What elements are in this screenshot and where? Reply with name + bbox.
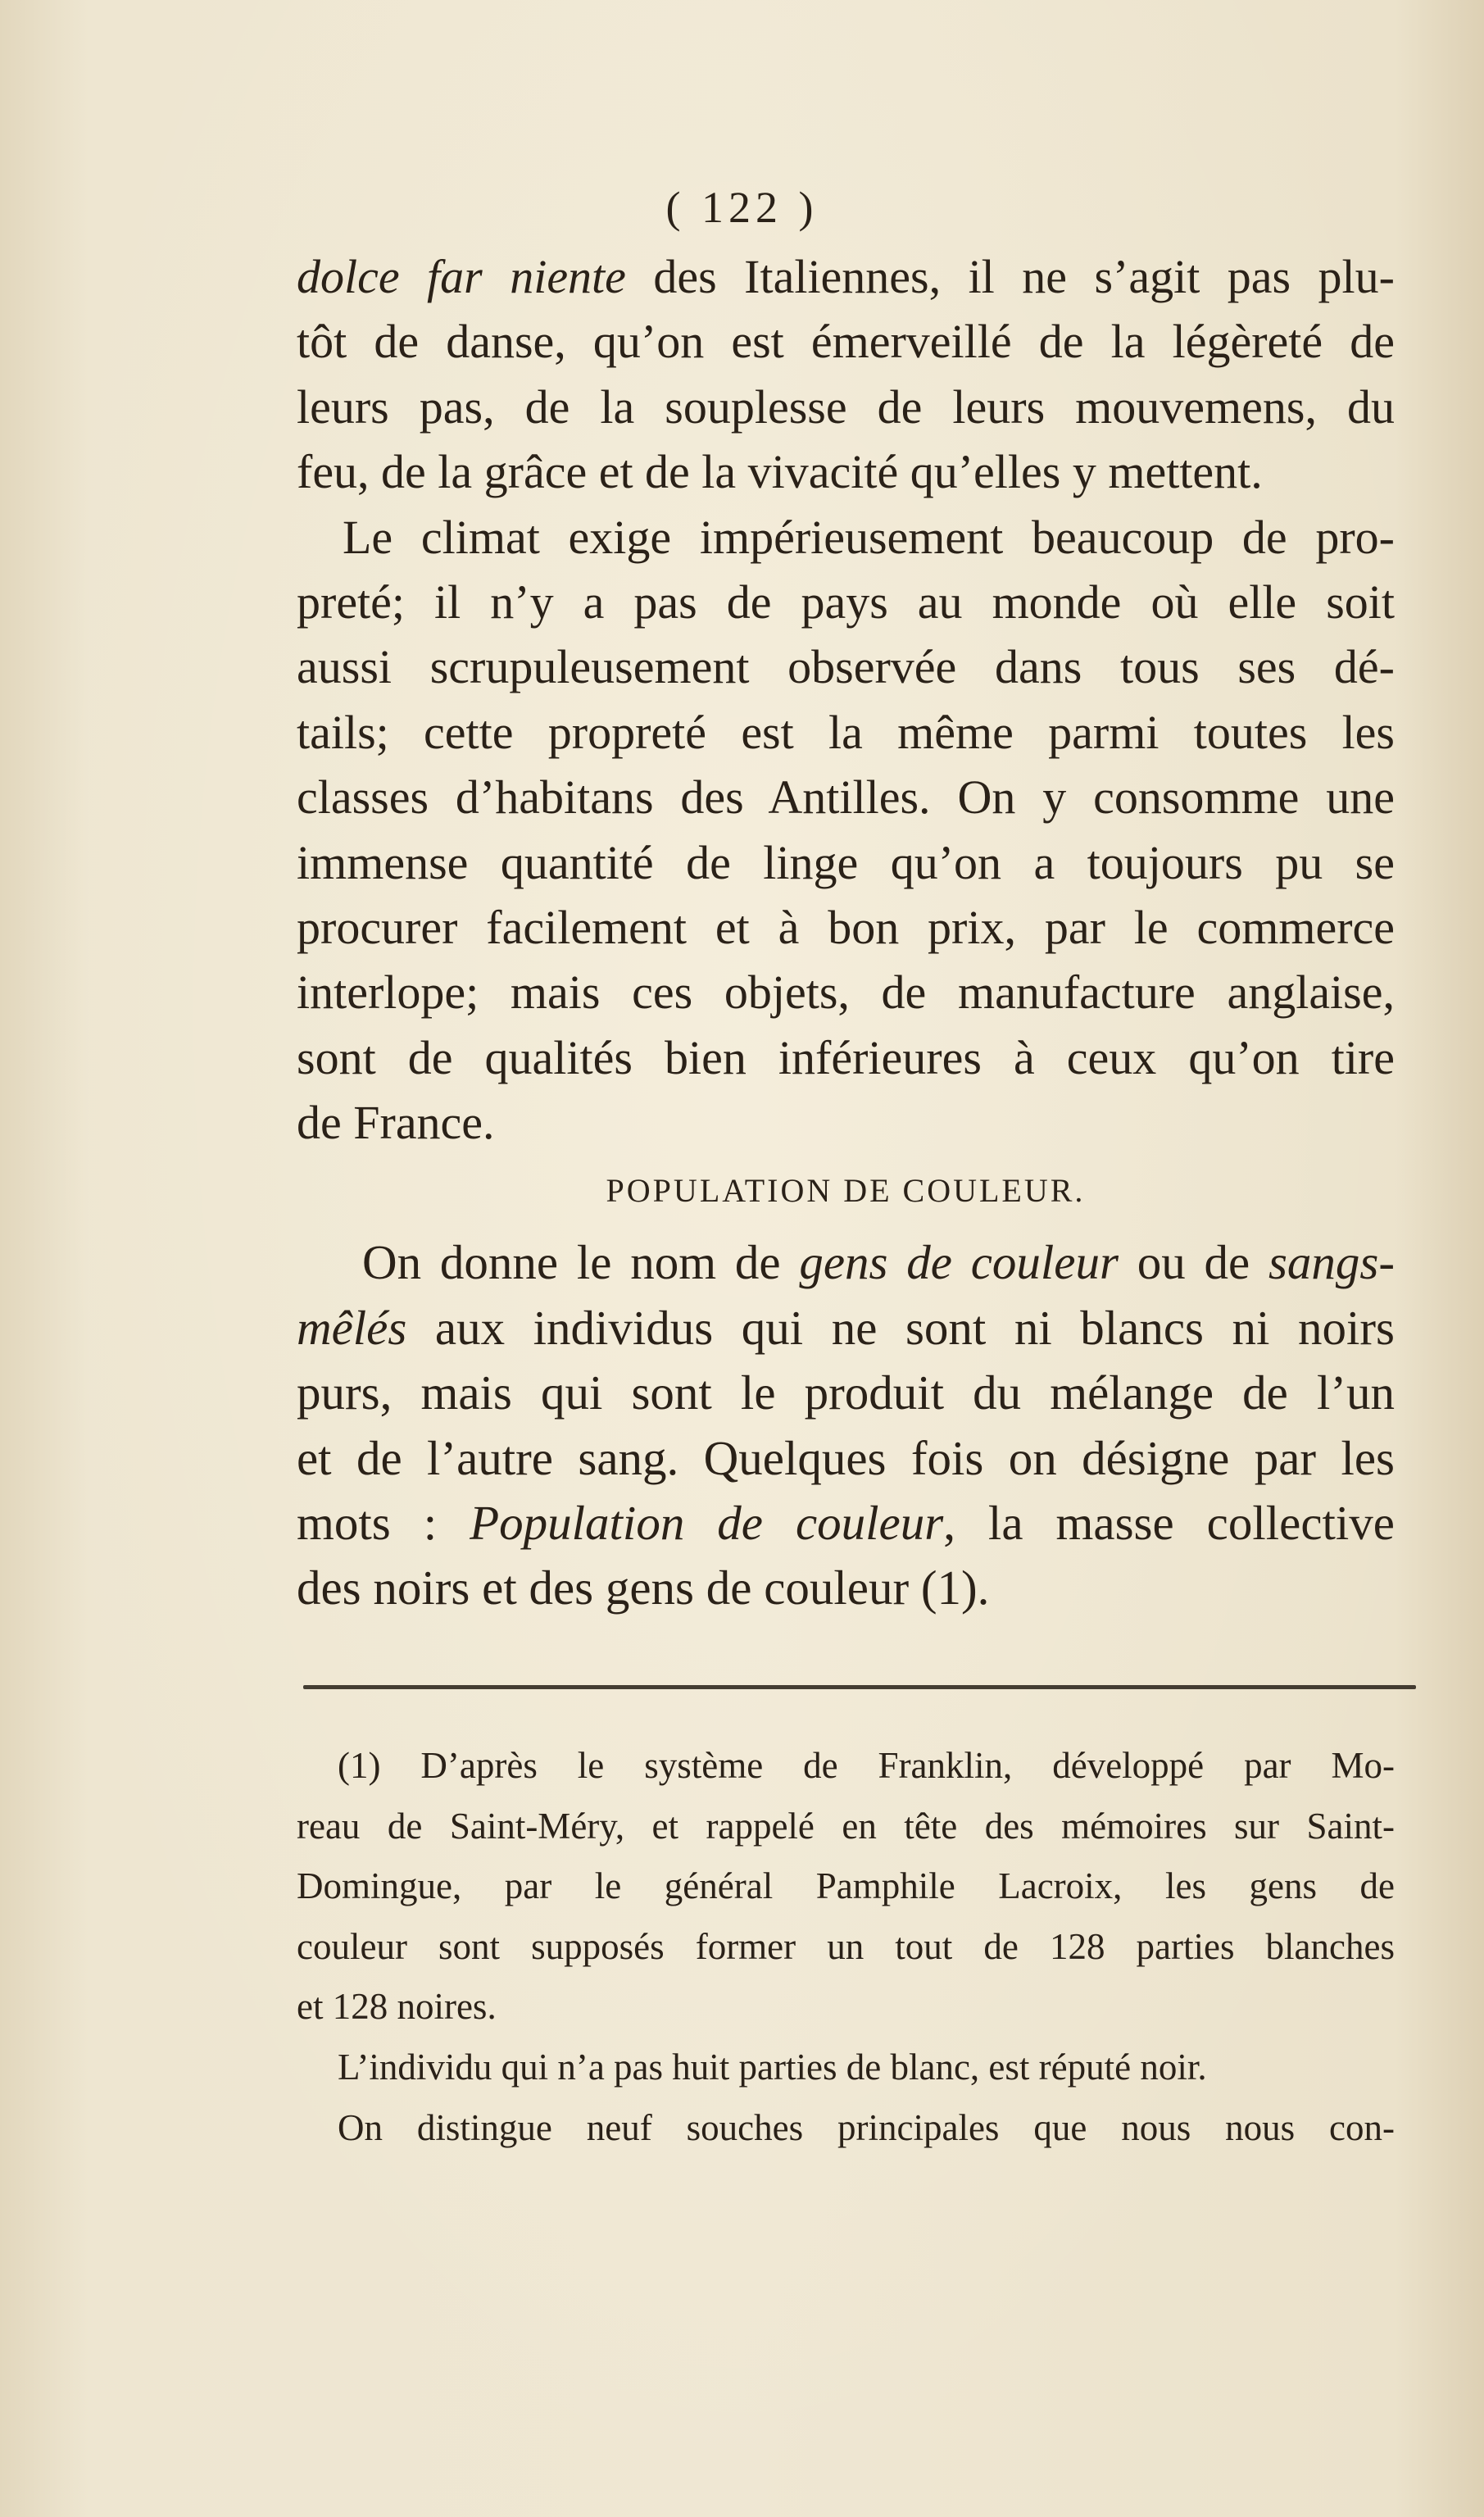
- paragraph: [297, 1230, 1395, 1620]
- text-run: procurer facilement et à bon prix, par le commerce: [297, 900, 1395, 954]
- text-run: et de l’autre sang. Quelques fois on désigne par les: [297, 1430, 1395, 1485]
- footnote-paragraph: [297, 2098, 1395, 2159]
- italic-text: dolce far niente: [297, 250, 626, 303]
- italic-text: mêlés: [297, 1300, 407, 1355]
- text-run: sont de qualités bien inférieures à ceux qu’on tire: [297, 1030, 1395, 1084]
- text-run: des noirs et des gens de couleur (1).: [297, 1561, 990, 1615]
- text-run: reau de Saint-Méry, et rappelé en tête des mémoires sur Saint-: [297, 1805, 1395, 1847]
- text-line: [297, 570, 1395, 634]
- text-line: [297, 634, 1395, 699]
- text-run: mots :: [297, 1496, 470, 1551]
- text-line: [297, 895, 1395, 960]
- text-line: [297, 1426, 1395, 1491]
- text-line: [297, 2038, 1395, 2098]
- text-run: preté; il n’y a pas de pays au monde où elle soit: [297, 575, 1395, 629]
- text-line: [297, 700, 1395, 765]
- text-run: Le climat exige impérieusement beaucoup de pro-: [343, 510, 1395, 564]
- text-line: [297, 1917, 1395, 1978]
- text-line: [297, 1856, 1395, 1917]
- text-run: tôt de danse, qu’on est émerveillé de la légèreté de: [297, 315, 1395, 369]
- text-run: classes d’habitans des Antilles. On y consomme une: [297, 770, 1395, 825]
- paragraph: [297, 505, 1395, 1156]
- text-run: Domingue, par le général Pamphile Lacroix, les gens de: [297, 1865, 1395, 1907]
- text-line: [297, 1736, 1395, 1797]
- text-run: des Italiennes, il ne s’agit pas plu-: [625, 250, 1395, 303]
- italic-text: Population de couleur: [470, 1496, 944, 1551]
- text-run: ou de: [1118, 1235, 1268, 1290]
- footnote-paragraph: [297, 2038, 1395, 2098]
- section-heading: POPULATION DE COULEUR.: [606, 1172, 1086, 1210]
- italic-text: gens de couleur: [799, 1235, 1119, 1290]
- text-run: aussi scrupuleusement observée dans tous ses dé-: [297, 640, 1395, 694]
- text-line: [297, 1977, 1395, 2038]
- text-line: [297, 1797, 1395, 1857]
- text-run: immense quantité de linge qu’on a toujours pu se: [297, 835, 1395, 889]
- text-run: , la masse collective: [943, 1496, 1395, 1551]
- text-line: [297, 1090, 1395, 1155]
- text-line: [297, 439, 1395, 504]
- footnote-paragraph: [297, 1736, 1395, 2038]
- text-run: feu, de la grâce et de la vivacité qu’elles y mettent.: [297, 445, 1263, 499]
- text-line: [297, 375, 1395, 439]
- text-line: [297, 830, 1395, 895]
- text-run: de France.: [297, 1096, 495, 1150]
- text-line: [297, 960, 1395, 1025]
- text-run: tails; cette propreté est la même parmi toutes les: [297, 705, 1395, 759]
- text-line: [297, 244, 1395, 309]
- paragraph: [297, 244, 1395, 505]
- text-line: [297, 309, 1395, 374]
- text-run: aux individus qui ne sont ni blancs ni noirs: [406, 1300, 1395, 1355]
- text-run: On donne le nom de: [362, 1235, 800, 1290]
- text-run: couleur sont supposés former un tout de 128 parties blanches: [297, 1925, 1395, 1967]
- main-text: [297, 244, 1395, 1621]
- text-line: [297, 2098, 1395, 2159]
- italic-text: sangs-: [1268, 1235, 1396, 1290]
- text-run: L’individu qui n’a pas huit parties de blanc, est réputé noir.: [338, 2046, 1207, 2088]
- text-line: [297, 1230, 1395, 1295]
- footnotes: [297, 1736, 1395, 2158]
- text-line: [297, 1025, 1395, 1090]
- text-line: [297, 1491, 1395, 1556]
- text-run: On distingue neuf souches principales que nous nous con-: [338, 2106, 1395, 2148]
- text-run: interlope; mais ces objets, de manufacture anglaise,: [297, 965, 1395, 1020]
- text-run: leurs pas, de la souplesse de leurs mouvemens, du: [297, 379, 1395, 434]
- text-line: [297, 765, 1395, 829]
- text-line: [297, 1361, 1395, 1425]
- text-run: purs, mais qui sont le produit du mélange de l’un: [297, 1365, 1395, 1420]
- footnote-rule: [303, 1685, 1416, 1689]
- text-line: [297, 505, 1395, 570]
- text-line: [297, 1296, 1395, 1361]
- page-number: ( 122 ): [665, 183, 819, 232]
- text-run: et 128 noires.: [297, 1986, 497, 2028]
- text-line: [297, 1556, 1395, 1620]
- text-run: (1) D’après le système de Franklin, développé par Mo-: [338, 1745, 1395, 1786]
